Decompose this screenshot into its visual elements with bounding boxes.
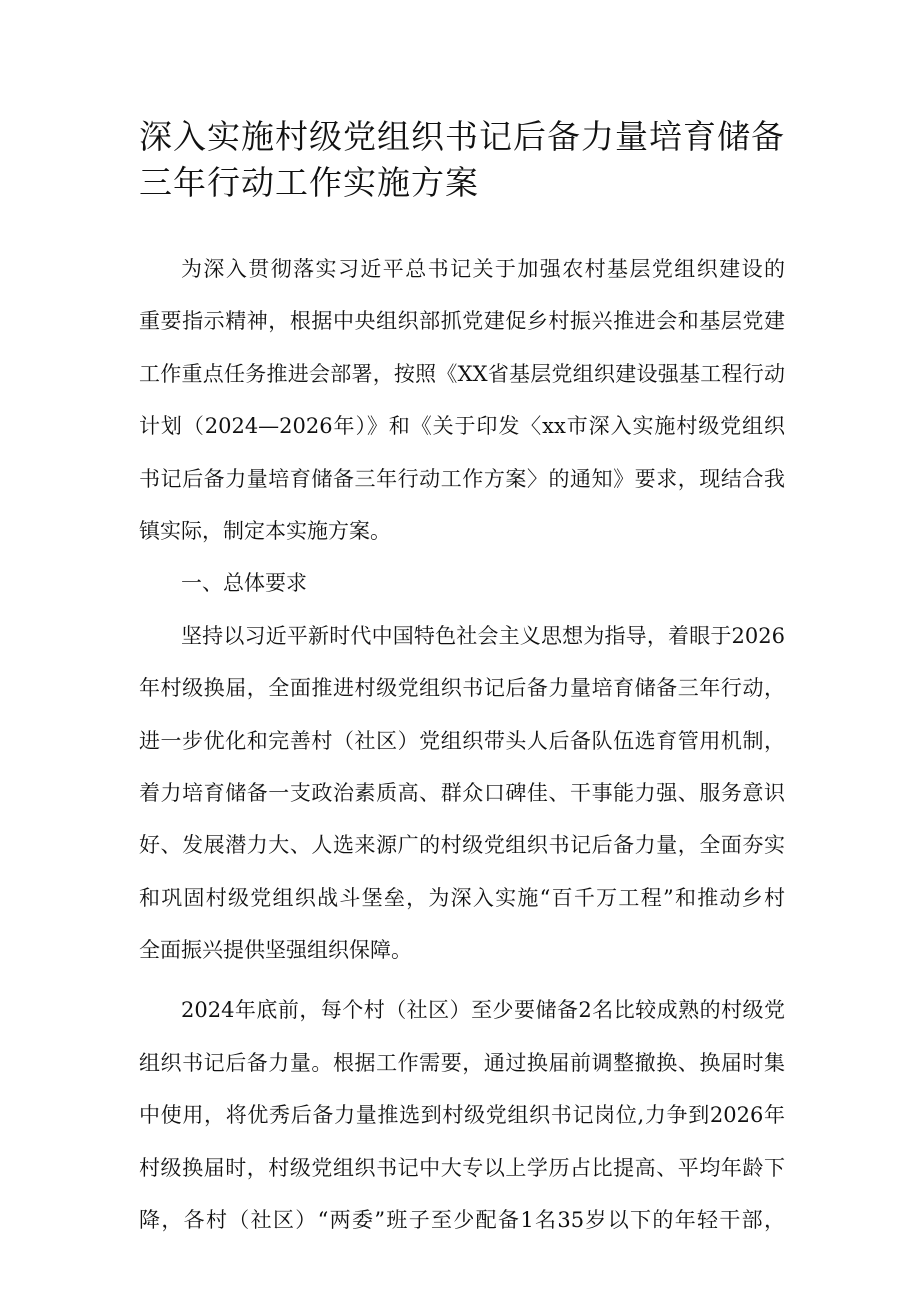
paragraph-intro	[139, 255, 785, 569]
paragraph-requirements	[139, 622, 785, 989]
text-line: 全面振兴提供坚强组织保障。	[139, 938, 412, 963]
document-body	[139, 255, 785, 1258]
title-line-2: 三年行动工作实施方案	[139, 163, 479, 202]
text-line: 和巩固村级党组织战斗堡垒，为深入实施“百千万工程”和推动乡村	[139, 885, 785, 910]
section-heading	[139, 569, 785, 621]
text-line: 书记后备力量培育储备三年行动工作方案〉的通知》要求，现结合我	[139, 466, 785, 491]
text-line: 进一步优化和完善村（社区）党组织带头人后备队伍选育管用机制，	[139, 728, 785, 753]
text-line: 2024年底前，每个村（社区）至少要储备2名比较成熟的村级党	[181, 998, 785, 1023]
text-line: 为深入贯彻落实习近平总书记关于加强农村基层党组织建设的	[181, 257, 785, 281]
text-line: 组织书记后备力量。根据工作需要，通过换届前调整撤换、换届时集	[139, 1050, 785, 1075]
text-line: 重要指示精神，根据中央组织部抓党建促乡村振兴推进会和基层党建	[139, 309, 785, 334]
title-line-1: 深入实施村级党组织书记后备力量培育储备	[139, 117, 785, 156]
text-line: 中使用，将优秀后备力量推选到村级党组织书记岗位,力争到2026年	[139, 1103, 785, 1128]
text-line: 降，各村（社区）“两委”班子至少配备1名35岁以下的年轻干部，	[139, 1208, 785, 1233]
text-line: 坚持以习近平新时代中国特色社会主义思想为指导，着眼于2026	[181, 623, 785, 648]
document-title	[139, 114, 799, 206]
text-line: 着力培育储备一支政治素质高、群众口碑佳、干事能力强、服务意识	[139, 780, 785, 805]
text-line: 镇实际，制定本实施方案。	[139, 518, 391, 543]
text-line: 村级换届时，村级党组织书记中大专以上学历占比提高、平均年龄下	[139, 1155, 785, 1180]
text-line: 好、发展潜力大、人选来源广的村级党组织书记后备力量，全面夯实	[139, 833, 785, 858]
section-heading-text: 一、总体要求	[181, 571, 307, 596]
text-line: 计划（2024—2026年）》和《关于印发〈xx市深入实施村级党组织	[139, 414, 785, 439]
paragraph-targets	[139, 996, 785, 1258]
text-line: 年村级换届，全面推进村级党组织书记后备力量培育储备三年行动，	[139, 676, 785, 701]
text-line: 工作重点任务推进会部署，按照《XX省基层党组织建设强基工程行动	[139, 361, 785, 386]
